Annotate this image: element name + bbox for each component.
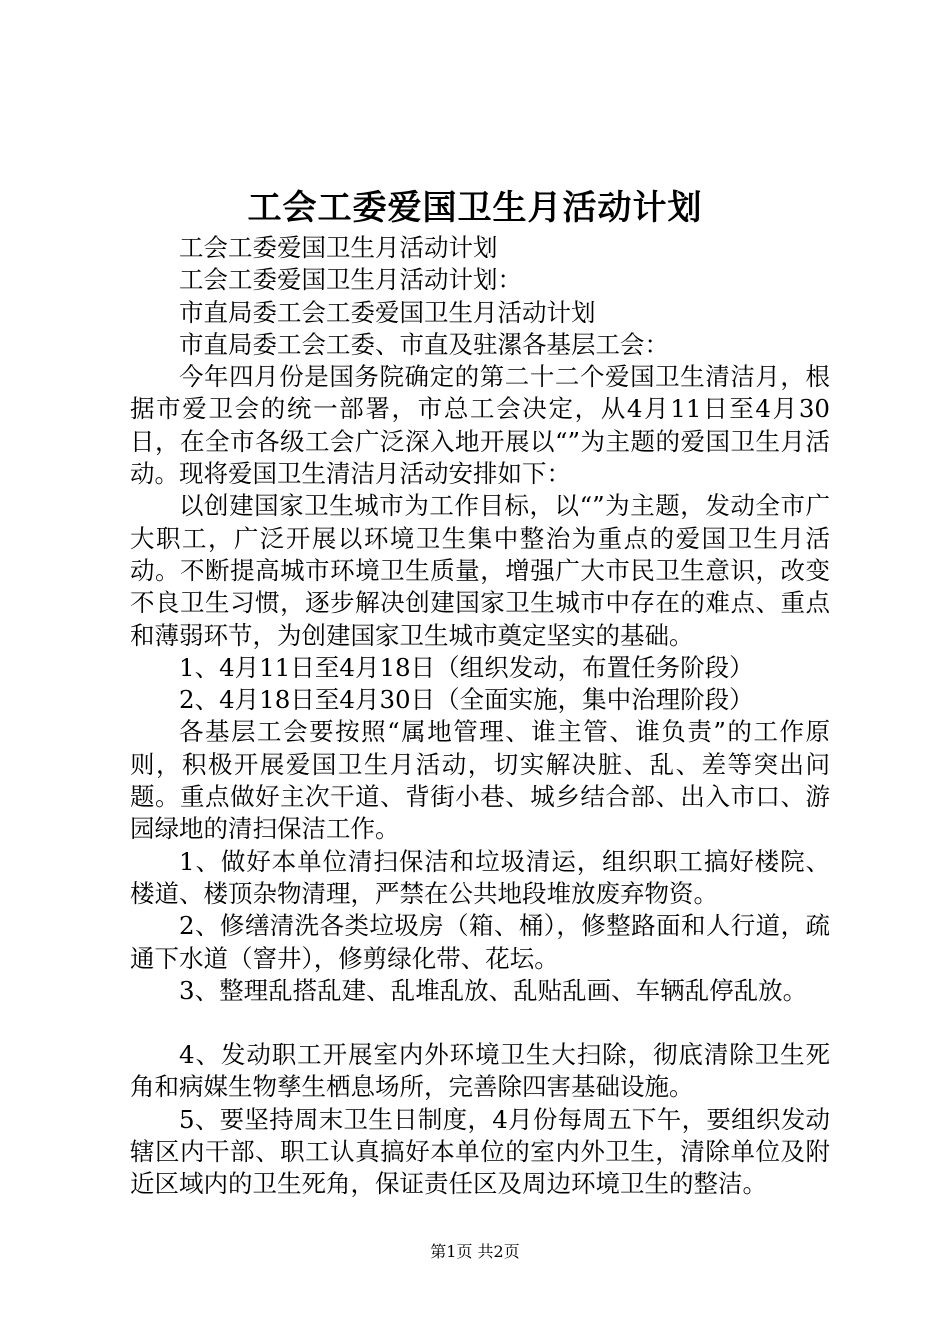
paragraph-2: 工会工委爱国卫生月活动计划： <box>179 265 522 295</box>
paragraph-10: 1、做好本单位清扫保洁和垃圾清运，组织职工搞好楼院、楼道、楼顶杂物清理，严禁在公共地段堆放废弃物资。 <box>130 846 830 908</box>
paragraph-11: 2、修缮清洗各类垃圾房（箱、桶），修整路面和人行道，疏通下水道（窨井），修剪绿化带、花坛。 <box>130 911 830 973</box>
paragraph-3: 市直局委工会工委爱国卫生月活动计划 <box>179 297 596 327</box>
paragraph-8: 2、4月18日至4月30日（全面实施，集中治理阶段） <box>179 685 754 715</box>
paragraph-7: 1、4月11日至4月18日（组织发动，布置任务阶段） <box>179 652 754 682</box>
paragraph-9: 各基层工会要按照“属地管理、谁主管、谁负责”的工作原则，积极开展爱国卫生月活动，切实解决脏、乱、差等突出问题。重点做好主次干道、背街小巷、城乡结合部、出入市口、游园绿地的清扫保洁工作。 <box>130 717 830 844</box>
blank-line <box>130 1007 830 1039</box>
paragraph-4: 市直局委工会工委、市直及驻漯各基层工会： <box>179 329 669 359</box>
paragraph-6: 以创建国家卫生城市为工作目标，以“”为主题，发动全市广大职工，广泛开展以环境卫生集中整治为重点的爱国卫生月活动。不断提高城市环境卫生质量，增强广大市民卫生意识，改变不良卫生习惯，逐步解决创建国家卫生城市中存在的难点、重点和薄弱环节，为创建国家卫生城市奠定坚实的基础。 <box>130 491 830 650</box>
document-body <box>130 232 830 1201</box>
paragraph-14: 5、要坚持周末卫生日制度，4月份每周五下午，要组织发动辖区内干部、职工认真搞好本单位的室内外卫生，清除单位及附近区域内的卫生死角，保证责任区及周边环境卫生的整洁。 <box>130 1104 830 1199</box>
page-footer: 第1页 共2页 <box>430 1242 520 1261</box>
document-title: 工会工委爱国卫生月活动计划 <box>247 188 703 228</box>
paragraph-5: 今年四月份是国务院确定的第二十二个爱国卫生清洁月，根据市爱卫会的统一部署，市总工会决定，从4月11日至4月30日，在全市各级工会广泛深入地开展以“”为主题的爱国卫生月活动。现将爱国卫生清洁月活动安排如下： <box>130 362 830 489</box>
paragraph-1: 工会工委爱国卫生月活动计划 <box>179 233 498 262</box>
paragraph-12: 3、整理乱搭乱建、乱堆乱放、乱贴乱画、车辆乱停乱放。 <box>179 975 808 1005</box>
paragraph-13: 4、发动职工开展室内外环境卫生大扫除，彻底清除卫生死角和病媒生物孳生栖息场所，完善除四害基础设施。 <box>130 1040 830 1102</box>
